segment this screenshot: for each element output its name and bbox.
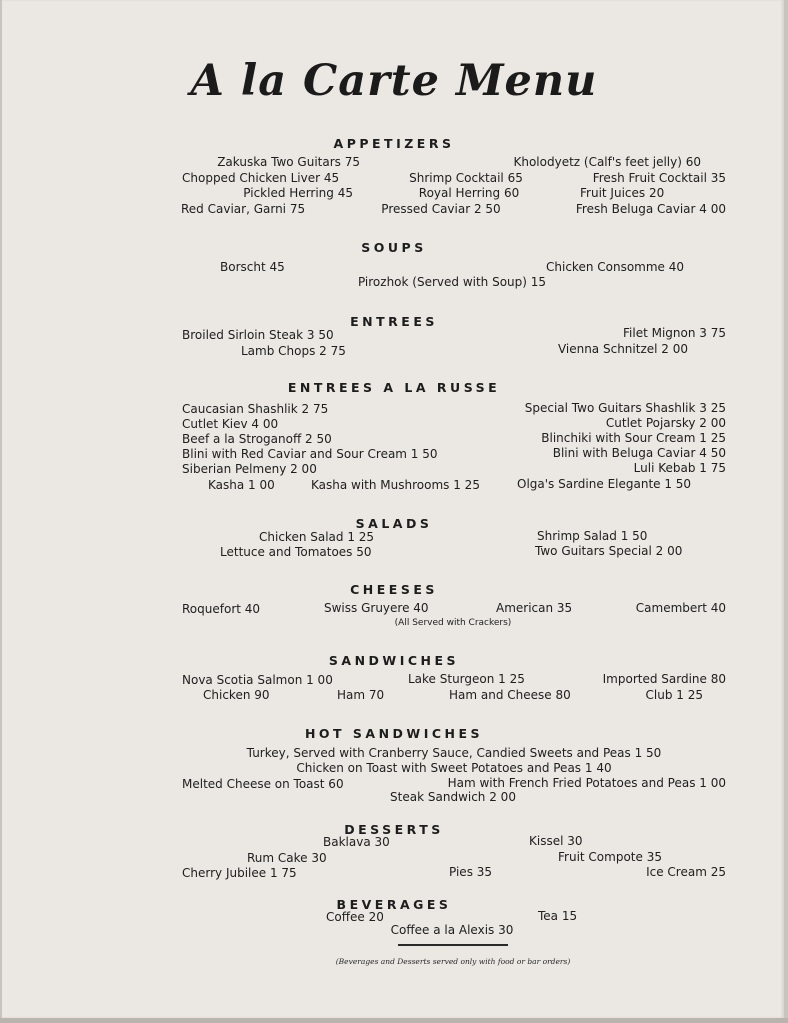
- menu-item: Chicken 90: [203, 688, 270, 702]
- menu-item: Blini with Beluga Caviar 4 50: [552, 446, 726, 460]
- menu-item: Ham 70: [337, 688, 385, 702]
- menu-item: Blinchiki with Sour Cream 1 25: [541, 431, 726, 445]
- heading-entrees: ENTREES: [350, 314, 438, 329]
- menu-item: Shrimp Cocktail 65: [409, 171, 523, 185]
- menu-item: Camembert 40: [635, 601, 726, 615]
- heading-soups: SOUPS: [361, 240, 427, 255]
- menu-item: Imported Sardine 80: [602, 672, 726, 686]
- menu-item: Fruit Compote 35: [558, 850, 662, 864]
- menu-item: Fresh Beluga Caviar 4 00: [575, 202, 726, 216]
- menu-item: Lake Sturgeon 1 25: [408, 672, 525, 686]
- menu-item: Blini with Red Caviar and Sour Cream 1 50: [182, 447, 438, 461]
- heading-sandwiches: SANDWICHES: [328, 653, 460, 668]
- menu-item: Kasha with Mushrooms 1 25: [311, 478, 480, 492]
- heading-appetizers: APPETIZERS: [333, 136, 455, 151]
- menu-item: Kholodyetz (Calf's feet jelly) 60: [513, 155, 701, 169]
- menu-item: Coffee 20: [326, 910, 384, 924]
- menu-item: Tea 15: [538, 909, 578, 923]
- menu-item: Pickled Herring 45: [243, 186, 353, 200]
- menu-item: Fresh Fruit Cocktail 35: [592, 171, 726, 185]
- menu-item: Ham with French Fried Potatoes and Peas 1 00: [447, 776, 726, 790]
- menu-item: Roquefort 40: [182, 602, 261, 616]
- menu-item: Nova Scotia Salmon 1 00: [182, 673, 333, 687]
- heading-cheeses: CHEESES: [350, 582, 438, 597]
- menu-item: Turkey, Served with Cranberry Sauce, Candied Sweets and Peas 1 50: [246, 746, 662, 760]
- menu-item: American 35: [496, 601, 573, 615]
- footnote: (Beverages and Desserts served only with food or bar orders): [335, 957, 571, 966]
- menu-item: Broiled Sirloin Steak 3 50: [182, 328, 334, 342]
- menu-item: Cutlet Pojarsky 2 00: [605, 416, 726, 430]
- menu-item: Chicken on Toast with Sweet Potatoes and Peas 1 40: [296, 761, 612, 775]
- menu-item: Borscht 45: [220, 260, 285, 274]
- menu-item: Kissel 30: [529, 834, 583, 848]
- menu-item: Chicken Consomme 40: [546, 260, 685, 274]
- menu-item: Cherry Jubilee 1 75: [182, 866, 297, 880]
- menu-item: Luli Kebab 1 75: [633, 461, 726, 475]
- menu-title: A la Carte Menu: [190, 56, 598, 106]
- menu-item: Siberian Pelmeny 2 00: [182, 462, 317, 476]
- menu-item: Fruit Juices 20: [580, 186, 665, 200]
- menu-item: Zakuska Two Guitars 75: [217, 155, 360, 169]
- menu-item: Steak Sandwich 2 00: [390, 790, 516, 804]
- menu-item: Rum Cake 30: [247, 851, 327, 865]
- menu-item: Caucasian Shashlik 2 75: [182, 402, 329, 416]
- menu-item: Baklava 30: [323, 835, 390, 849]
- menu-item: Chopped Chicken Liver 45: [182, 171, 340, 185]
- menu-item: Red Caviar, Garni 75: [181, 202, 306, 216]
- menu-item: Royal Herring 60: [418, 186, 520, 200]
- menu-item: Coffee a la Alexis 30: [390, 923, 514, 937]
- scan-edge: [0, 1018, 788, 1023]
- menu-item: Chicken Salad 1 25: [259, 530, 375, 544]
- menu-item: Club 1 25: [645, 688, 703, 702]
- menu-item: Beef a la Stroganoff 2 50: [182, 432, 332, 446]
- menu-item: Ice Cream 25: [646, 865, 726, 879]
- heading-salads: SALADS: [355, 516, 433, 531]
- menu-item: Filet Mignon 3 75: [623, 326, 726, 340]
- menu-item: Pressed Caviar 2 50: [381, 202, 501, 216]
- menu-item: Special Two Guitars Shashlik 3 25: [524, 401, 726, 415]
- menu-item: Ham and Cheese 80: [449, 688, 571, 702]
- menu-item: Melted Cheese on Toast 60: [182, 777, 344, 791]
- menu-item: Vienna Schnitzel 2 00: [557, 342, 688, 356]
- menu-item: Swiss Gruyere 40: [324, 601, 429, 615]
- heading-desserts: DESSERTS: [344, 822, 444, 837]
- menu-item: Pirozhok (Served with Soup) 15: [357, 275, 547, 289]
- menu-item: Shrimp Salad 1 50: [537, 529, 648, 543]
- heading-beverages: BEVERAGES: [336, 897, 452, 912]
- menu-item: Pies 35: [449, 865, 493, 879]
- heading-hot-sandwiches: HOT SANDWICHES: [304, 726, 484, 741]
- menu-item: Two Guitars Special 2 00: [535, 544, 683, 558]
- menu-item: Kasha 1 00: [208, 478, 275, 492]
- cheeses-note: (All Served with Crackers): [394, 618, 512, 628]
- divider-rule: [398, 944, 508, 946]
- menu-item: Olga's Sardine Elegante 1 50: [517, 477, 692, 491]
- heading-entrees-a-la-russe: ENTREES A LA RUSSE: [287, 380, 501, 395]
- menu-item: Lettuce and Tomatoes 50: [220, 545, 372, 559]
- menu-item: Cutlet Kiev 4 00: [182, 417, 279, 431]
- menu-item: Lamb Chops 2 75: [241, 344, 346, 358]
